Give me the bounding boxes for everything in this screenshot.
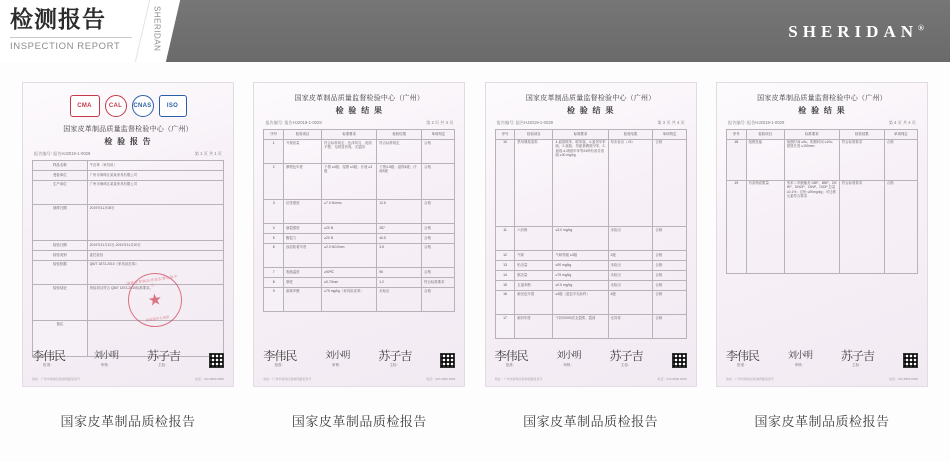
column-header: 检验结果 (377, 130, 422, 140)
table-row (495, 140, 686, 227)
cell-result: 1.2 (377, 278, 422, 288)
seal-bottom-text: 检验报告专用章 (145, 315, 170, 323)
table-row (264, 200, 455, 224)
card-caption: 国家皮革制品质检报告 (60, 415, 196, 430)
cell-no: 12 (495, 251, 515, 261)
signature-1: 李伟民 (494, 349, 528, 363)
approver-signature (263, 350, 296, 368)
cell-requirement: 符合标准规定：色泽均匀、表面平整、无明显伤残、无裂面 (322, 140, 377, 164)
cell-item: 抗张强度 (283, 200, 321, 224)
cnas-logo-icon: CNAS (132, 95, 154, 117)
documents-row (0, 62, 950, 430)
cell-result: 未检出 (608, 261, 653, 271)
page-subtitle: INSPECTION REPORT (10, 37, 132, 52)
cell-verdict: 合格 (653, 291, 686, 315)
signature-1: 李伟民 (263, 349, 297, 363)
document-title: 检 验 报 告 (104, 137, 152, 146)
signature-block-2 (263, 350, 455, 368)
cell-no: 3 (264, 200, 284, 224)
row-value: 2019年11月08日 (87, 205, 223, 241)
signature-2: 刘小明 (325, 351, 350, 361)
cell-verdict: 合格 (653, 261, 686, 271)
cell-verdict: 合格 (884, 140, 917, 181)
signature-block-1 (32, 350, 224, 368)
signature-label-1: 批准： (43, 363, 54, 367)
document-meta (726, 120, 918, 126)
row-label: 抽样日期 (33, 205, 88, 241)
document-card[interactable] (485, 82, 697, 430)
row-value: 广州市海珠区某某家具有限公司 (87, 171, 223, 181)
cell-item: 镉含量 (515, 271, 553, 281)
cell-item: 摩擦色牢度 (283, 164, 321, 200)
cell-item: 耐折牢度 (515, 315, 553, 339)
table-row (495, 281, 686, 291)
footnote-address: 地址：广州市海珠区新港西路某某号 (725, 377, 774, 381)
cell-requirement: 干折20000次无裂浆、裂面 (553, 315, 608, 339)
header-title-block (0, 0, 150, 62)
cell-result: 96 (377, 268, 422, 278)
cell-item: 涂层粘着牢度 (283, 244, 321, 268)
iso-logo-icon: ISO (159, 95, 187, 117)
report-number: 报告编号: 报告HJ2019-1-0029 (496, 120, 553, 125)
cell-no: 15 (495, 281, 515, 291)
column-header: 单项判定 (422, 130, 455, 140)
cell-no: 16 (495, 291, 515, 315)
page-indicator: 第 4 页 共 4 页 (888, 120, 916, 125)
cell-requirement: ≤75 mg/kg（家具用皮革） (322, 288, 377, 312)
table-row (495, 271, 686, 281)
column-header: 检验项目 (283, 130, 321, 140)
cell-result: 未检出 (608, 281, 653, 291)
signature-3: 苏子吉 (147, 349, 181, 363)
table-row (264, 164, 455, 200)
signature-2: 刘小明 (556, 351, 581, 361)
footnote-address: 地址：广州市海珠区新港西路某某号 (263, 377, 312, 381)
cell-requirement: ≤0.5 mg/kg (553, 281, 608, 291)
cell-verdict: 合格 (653, 281, 686, 291)
issuing-organization: 国家皮革制品质量监督检验中心（广州） (63, 125, 193, 133)
table-row (33, 205, 224, 241)
table-row (264, 278, 455, 288)
official-seal-icon: 国家皮革制品质量监督检验中心 ★ 检验报告专用章 (125, 270, 186, 331)
card-caption: 国家皮革制品质检报告 (754, 415, 890, 430)
table-header-row (726, 130, 917, 140)
cell-no: 11 (495, 227, 515, 251)
row-label: 检验结论 (33, 285, 88, 321)
cell-requirement: ≥4级（蓝色羊毛标样） (553, 291, 608, 315)
table-row (264, 224, 455, 234)
table-row (33, 241, 224, 251)
cell-requirement: 续燃时间 ≤5s；阴燃时间 ≤10s；损毁长度 ≤150mm (784, 140, 839, 181)
certificate-body-1 (32, 91, 224, 378)
signature-label-2: 审核： (331, 363, 343, 367)
table-row (264, 244, 455, 268)
row-label: 检验依据 (33, 261, 88, 285)
cell-verdict: 合格 (653, 315, 686, 339)
cell-no: 19 (726, 181, 746, 274)
column-header: 单项判定 (653, 130, 686, 140)
cell-verdict: 合格 (422, 224, 455, 234)
cell-result: 287 (377, 224, 422, 234)
document-meta (32, 151, 224, 157)
cell-result: 3.8 (377, 244, 422, 268)
signature-block-3 (495, 350, 687, 368)
document-meta (263, 120, 455, 126)
cell-item: 游离甲醛 (283, 288, 321, 312)
cell-result: 未检出 (608, 227, 653, 251)
document-title: 检 验 结 果 (335, 106, 383, 115)
row-value: 广州市海珠区某某家具有限公司 (87, 181, 223, 205)
table-row (33, 171, 224, 181)
table-row (726, 140, 917, 181)
row-label: 受检单位 (33, 171, 88, 181)
footnote-phone: 电话：020-8888 8888 (888, 377, 918, 381)
column-header: 检验结果 (608, 130, 653, 140)
issuing-organization: 国家皮革制品质量监督检验中心（广州） (294, 94, 425, 102)
cell-requirement: 邻苯二甲酸酯类 DBP、BBP、DEHP、DNOP、DINP、DIDP 总量 ≤0.1%；总铅 ≤90mg/kg；可迁移元素符合要求 (784, 181, 839, 274)
cell-result: 符合标准要求 (839, 181, 884, 274)
signature-label-1: 批准： (737, 363, 748, 367)
cell-requirement: 气味等级 ≤3级 (553, 251, 608, 261)
signature-2: 刘小明 (787, 351, 812, 361)
documents-gallery (0, 62, 950, 462)
signature-3: 苏子吉 (840, 349, 874, 363)
table-row (264, 268, 455, 278)
cell-result: 干擦4-5级；湿擦4级；汗液4级 (377, 164, 422, 200)
table-row (495, 291, 686, 315)
cell-verdict: 合格 (653, 227, 686, 251)
column-header: 序号 (726, 130, 746, 140)
document-footnote-2 (263, 377, 455, 381)
card-caption: 国家皮革制品质检报告 (291, 415, 427, 430)
cell-requirement: ≤90 mg/kg (553, 261, 608, 271)
row-value: 2019年11月12日-2019年11月20日 (87, 241, 223, 251)
brand-trademark-icon: ® (918, 23, 924, 33)
cell-result: 均未检出（<5） (608, 140, 653, 227)
row-value: 所检项目符合 QB/T 1873-2010标准要求。 (87, 285, 223, 321)
signature-label-1: 批准： (274, 363, 286, 367)
document-footnote-1 (32, 377, 224, 381)
column-header: 检验项目 (515, 130, 553, 140)
approver-signature (726, 350, 759, 368)
report-number: 报告编号: 报告HJ2019-1-0029 (265, 120, 322, 125)
cell-verdict: 合格 (422, 140, 455, 164)
cma-logo-icon: CMA (70, 95, 100, 117)
cell-item: 收缩温度 (283, 268, 321, 278)
results-table-3 (495, 129, 687, 339)
cell-result: 未检出 (608, 271, 653, 281)
seal-top-text: 国家皮革制品质量监督检验中心 (126, 274, 179, 288)
cell-verdict: 合格 (884, 181, 917, 274)
qr-code-icon (903, 353, 918, 368)
table-row (264, 140, 455, 164)
column-header: 标准要求 (553, 130, 608, 140)
signature-label-2: 审核： (794, 363, 806, 367)
cell-no: 17 (495, 315, 515, 339)
table-header-row (264, 130, 455, 140)
results-table-2 (263, 129, 455, 312)
page-indicator: 第 1 页 共 1 页 (194, 151, 222, 156)
signature-label-3: 主检： (620, 363, 632, 367)
cell-item: 铅含量 (515, 261, 553, 271)
signature-2: 刘小明 (94, 351, 119, 361)
document-footnote-4 (726, 377, 918, 381)
card-caption: 国家皮革制品质检报告 (523, 415, 659, 430)
cell-no: 8 (264, 278, 284, 288)
cell-item: 五氯苯酚 (515, 281, 553, 291)
signature-1: 李伟民 (32, 349, 66, 363)
cell-requirement: ≥7.0 N/mm² (322, 200, 377, 224)
cell-result: 4级 (608, 291, 653, 315)
cell-item: 外观质量 (283, 140, 321, 164)
certificate-image-1[interactable] (22, 82, 234, 387)
row-label: 生产单位 (33, 181, 88, 205)
certificate-image-3[interactable] (485, 82, 697, 387)
cell-verdict: 合格 (422, 244, 455, 268)
table-row (495, 315, 686, 339)
table-header-row (495, 130, 686, 140)
cell-requirement: ≤75 mg/kg (553, 271, 608, 281)
column-header: 标准要求 (322, 130, 377, 140)
cell-requirement: ≥0.70mm (322, 278, 377, 288)
cell-verdict: 合格 (422, 200, 455, 224)
certificate-image-4[interactable] (716, 82, 928, 387)
issuing-organization: 国家皮革制品质量监督检验中心（广州） (525, 94, 656, 102)
table-row (33, 251, 224, 261)
cell-no: 4 (264, 224, 284, 234)
cell-requirement: 干擦 ≥4级；湿擦 ≥3级；汗液 ≥3级 (322, 164, 377, 200)
table-row (264, 234, 455, 244)
certificate-body-4 (726, 91, 918, 378)
signature-3: 苏子吉 (609, 349, 643, 363)
signature-label-3: 主检： (158, 363, 169, 367)
document-title: 检 验 结 果 (566, 106, 615, 115)
footnote-address: 地址：广州市海珠区新港西路某某号 (32, 377, 81, 381)
cell-no: 18 (726, 140, 746, 181)
cell-verdict: 合格 (422, 164, 455, 200)
document-card[interactable] (716, 82, 928, 430)
issuing-organization: 国家皮革制品质量监督检验中心（广州） (757, 94, 887, 102)
column-header: 检验项目 (746, 130, 784, 140)
report-number: 报告编号: 报告HJ2019-1-0029 (727, 120, 785, 125)
certificate-body-3 (495, 91, 687, 378)
row-label: 样品名称 (33, 161, 88, 171)
row-value: QB/T 1873-2010《家具用皮革》 (87, 261, 223, 285)
cell-no: 10 (495, 140, 515, 227)
cell-item: 阻燃性能 (746, 140, 784, 181)
page-indicator: 第 2 页 共 4 页 (426, 120, 454, 125)
cell-result: 符合标准要求 (839, 140, 884, 181)
cell-verdict: 合格 (422, 234, 455, 244)
approver-signature (495, 350, 528, 368)
row-value: 委托检验 (87, 251, 223, 261)
signature-label-1: 批准： (505, 363, 517, 367)
row-label: 检验日期 (33, 241, 88, 251)
cell-no: 13 (495, 261, 515, 271)
brand-name: SHERIDAN (788, 22, 919, 41)
cell-no: 6 (264, 244, 284, 268)
reviewer-signature (557, 350, 581, 368)
cell-result: 46.5 (377, 234, 422, 244)
cell-verdict: 合格 (422, 268, 455, 278)
results-table-4 (726, 129, 918, 274)
qr-code-icon (672, 353, 687, 368)
footnote-phone: 电话：020-8888 8888 (194, 377, 224, 381)
cell-requirement: ≥20 N (322, 224, 377, 234)
column-header: 标准要求 (784, 130, 839, 140)
column-header: 序号 (495, 130, 515, 140)
signature-1: 李伟民 (725, 349, 759, 363)
table-row (264, 288, 455, 312)
cell-item: 撕裂力 (283, 234, 321, 244)
signature-3: 苏子吉 (378, 349, 412, 363)
certificate-image-2[interactable] (253, 82, 465, 387)
certificate-info-table-1 (32, 160, 224, 357)
footnote-phone: 电话：020-8888 8888 (657, 377, 687, 381)
page-header (0, 0, 950, 62)
table-row (726, 181, 917, 274)
column-header: 序号 (264, 130, 284, 140)
inspector-signature (841, 350, 874, 368)
cell-requirement: ≥2.0 N/10mm (322, 244, 377, 268)
cell-result: 符合标准规定 (377, 140, 422, 164)
header-tab-label: SHERIDAN (152, 6, 162, 52)
row-label: 检验类别 (33, 251, 88, 261)
signature-label-2: 审核： (563, 363, 575, 367)
cell-result: 未检出 (377, 288, 422, 312)
table-row (495, 227, 686, 251)
cell-result: 2级 (608, 251, 653, 261)
brand-logo (788, 22, 924, 42)
document-card[interactable] (253, 82, 465, 430)
reviewer-signature (94, 350, 118, 368)
cell-item: 气味 (515, 251, 553, 261)
cell-verdict: 合格 (653, 140, 686, 227)
signature-block-4 (726, 350, 918, 368)
signature-label-3: 主检： (852, 363, 863, 367)
footnote-phone: 电话：020-8888 8888 (426, 377, 456, 381)
table-row (33, 161, 224, 171)
approver-signature (32, 350, 65, 368)
table-row (495, 251, 686, 261)
cell-verdict: 符合标准要求 (422, 278, 455, 288)
cal-logo-icon: CAL (105, 95, 127, 117)
cell-no: 1 (264, 140, 284, 164)
qr-code-icon (209, 353, 224, 368)
cell-requirement: 4-氨基联苯、联苯胺、4-氯邻甲苯胺、2-萘胺、邻氨基偶氮甲苯、2-氨基-4-硝基甲苯等24种有害芳香胺 ≤30 mg/kg (553, 140, 608, 227)
document-title: 检 验 结 果 (798, 106, 846, 115)
document-meta (495, 120, 687, 126)
table-row (33, 181, 224, 205)
cell-requirement: ≤3.0 mg/kg (553, 227, 608, 251)
cell-requirement: ≥20 N (322, 234, 377, 244)
cell-item: 崩裂强度 (283, 224, 321, 234)
cell-no: 5 (264, 234, 284, 244)
cell-item: 耐光色牢度 (515, 291, 553, 315)
signature-label-3: 主检： (389, 363, 401, 367)
cell-no: 14 (495, 271, 515, 281)
column-header: 检验结果 (839, 130, 884, 140)
cell-result: 无异常 (608, 315, 653, 339)
cell-verdict: 合格 (653, 251, 686, 261)
cell-verdict: 合格 (422, 288, 455, 312)
column-header: 单项判定 (884, 130, 917, 140)
cell-verdict: 合格 (653, 271, 686, 281)
cell-item: 六价铬 (515, 227, 553, 251)
cell-item: 厚度 (283, 278, 321, 288)
inspector-signature (147, 350, 180, 368)
report-number: 报告编号: 报告HJ2019-1-0029 (34, 151, 91, 156)
row-value: 牛皮革（家具用） (87, 161, 223, 171)
inspector-signature (378, 350, 411, 368)
page-title: 检测报告 (10, 7, 106, 33)
cell-no: 7 (264, 268, 284, 278)
reviewer-signature (788, 350, 812, 368)
cell-item: 有害物质限量 (746, 181, 784, 274)
cell-no: 2 (264, 164, 284, 200)
document-footnote-3 (495, 377, 687, 381)
table-row (495, 261, 686, 271)
cell-item: 禁用偶氮染料 (515, 140, 553, 227)
cell-result: 12.6 (377, 200, 422, 224)
certificate-body-2 (263, 91, 455, 378)
inspector-signature (610, 350, 643, 368)
page-indicator: 第 3 页 共 4 页 (657, 120, 685, 125)
signature-label-2: 审核： (100, 363, 112, 367)
footnote-address: 地址：广州市海珠区新港西路某某号 (494, 377, 543, 381)
qr-code-icon (440, 353, 455, 368)
cell-requirement: ≥90℃ (322, 268, 377, 278)
document-card[interactable] (22, 82, 234, 430)
accreditation-logos (32, 95, 224, 117)
reviewer-signature (325, 350, 349, 368)
row-label: 备注 (33, 321, 88, 357)
cell-no: 9 (264, 288, 284, 312)
